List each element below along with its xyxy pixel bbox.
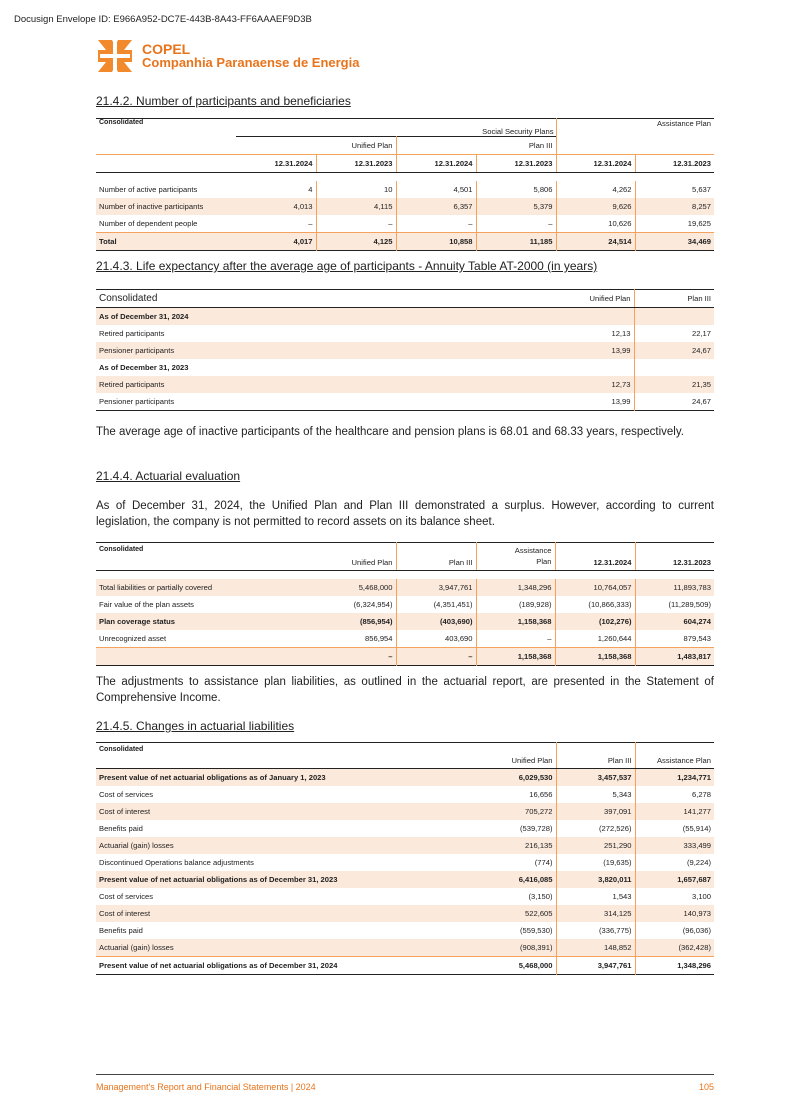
- table-row: Pensioner participants 13,99 24,67: [96, 393, 714, 411]
- table-row-total: – – 1,158,368 1,158,368 1,483,817: [96, 648, 714, 666]
- footer-divider: [96, 1074, 714, 1075]
- envelope-id: Docusign Envelope ID: E966A952-DC7E-443B-8A43-FF6AAAEF9D3B: [14, 14, 312, 25]
- date-header: 12.31.2024: [555, 543, 635, 571]
- date-header: 12.31.2024: [236, 155, 316, 173]
- consolidated-label: Consolidated: [96, 743, 476, 769]
- section-heading-participants: 21.4.2. Number of participants and beneficiaries: [96, 94, 351, 108]
- table-row: Unrecognized asset 856,954 403,690 – 1,260,644 879,543: [96, 630, 714, 648]
- date-header: 12.31.2024: [556, 155, 635, 173]
- plan-iii-header: Plan III: [396, 543, 476, 571]
- assistance-header: Assistance Plan: [656, 119, 711, 128]
- date-header: 12.31.2023: [476, 155, 556, 173]
- social-security-header: Social Security Plans: [236, 119, 556, 137]
- table-row: Retired participants 12,13 22,17: [96, 325, 714, 342]
- assistance-header-line1: Assistance: [514, 546, 552, 555]
- actuarial-liabilities-table: [96, 742, 714, 975]
- table-row: Present value of net actuarial obligations as of December 31, 2023 6,416,085 3,820,011 1,657,687: [96, 871, 714, 888]
- actuarial-evaluation-paragraph: As of December 31, 2024, the Unified Plan and Plan III demonstrated a surplus. However, according to current legislation, the company is not permitted to record assets on its balance sheet.: [96, 500, 714, 528]
- assistance-header-line2: Plan: [536, 557, 552, 566]
- footer-text: Management's Report and Financial Statements | 2024: [96, 1082, 316, 1092]
- table-row: Present value of net actuarial obligations as of January 1, 2023 6,029,530 3,457,537 1,234,771: [96, 769, 714, 787]
- section-heading-life-expectancy: 21.4.3. Life expectancy after the average age of participants - Annuity Table AT-2000 (in years): [96, 259, 598, 273]
- date-header: 12.31.2023: [635, 543, 714, 571]
- table-row: As of December 31, 2024: [96, 308, 714, 326]
- date-header: 12.31.2024: [396, 155, 476, 173]
- consolidated-label: Consolidated: [96, 290, 556, 308]
- table-row: Actuarial (gain) losses (908,391) 148,852 (362,428): [96, 939, 714, 957]
- plan-iii-header: Plan III: [396, 137, 556, 155]
- plan-iii-header: Plan III: [634, 290, 714, 308]
- section-heading-changes-liabilities: 21.4.5. Changes in actuarial liabilities: [96, 719, 295, 733]
- logo-subtitle: Companhia Paranaense de Energia: [142, 55, 360, 70]
- assistance-plan-header: Assistance Plan: [635, 743, 714, 769]
- actuarial-evaluation-table: [96, 542, 714, 666]
- section-heading-actuarial-evaluation: 21.4.4. Actuarial evaluation: [96, 469, 241, 483]
- table-row-total: Total 4,017 4,125 10,858 11,185 24,514 34,469: [96, 233, 714, 251]
- table-row: Plan coverage status (856,954) (403,690) 1,158,368 (102,276) 604,274: [96, 613, 714, 630]
- copel-logo: [96, 38, 359, 74]
- life-expectancy-table: [96, 289, 714, 411]
- unified-plan-header: Unified Plan: [316, 543, 396, 571]
- plan-iii-header: Plan III: [556, 743, 635, 769]
- table-row: Benefits paid (539,728) (272,526) (55,914): [96, 820, 714, 837]
- date-header: 12.31.2023: [635, 155, 714, 173]
- table-row: Number of dependent people – – – – 10,626 19,625: [96, 215, 714, 233]
- table-row: Retired participants 12,73 21,35: [96, 376, 714, 393]
- consolidated-label: Consolidated: [99, 119, 144, 126]
- unified-plan-header: Unified Plan: [556, 290, 634, 308]
- table-row: Pensioner participants 13,99 24,67: [96, 342, 714, 359]
- table-row-total: Present value of net actuarial obligations as of December 31, 2024 5,468,000 3,947,761 1,348,296: [96, 957, 714, 975]
- logo-title: COPEL: [142, 41, 191, 57]
- participants-table: [96, 118, 714, 251]
- table-row: Cost of interest 705,272 397,091 141,277: [96, 803, 714, 820]
- table-row: Benefits paid (559,530) (336,775) (96,036): [96, 922, 714, 939]
- table-row: Actuarial (gain) losses 216,135 251,290 333,499: [96, 837, 714, 854]
- table-row: Number of inactive participants 4,013 4,115 6,357 5,379 9,626 8,257: [96, 198, 714, 215]
- copel-logo-icon: [96, 38, 134, 74]
- date-header: 12.31.2023: [316, 155, 396, 173]
- unified-plan-header: Unified Plan: [236, 137, 396, 155]
- adjustments-paragraph: The adjustments to assistance plan liabilities, as outlined in the actuarial report, are presented in the Statement of Comprehensive Income.: [96, 676, 714, 704]
- table-row: Cost of services (3,150) 1,543 3,100: [96, 888, 714, 905]
- average-age-paragraph: The average age of inactive participants of the healthcare and pension plans is 68.01 and 68.33 years, respectively.: [96, 426, 684, 438]
- unified-plan-header: Unified Plan: [476, 743, 556, 769]
- page-number: 105: [698, 1082, 714, 1092]
- table-row: Cost of services 16,656 5,343 6,278: [96, 786, 714, 803]
- table-row: Cost of interest 522,605 314,125 140,973: [96, 905, 714, 922]
- table-row: Total liabilities or partially covered 5,468,000 3,947,761 1,348,296 10,764,057 11,893,783: [96, 579, 714, 596]
- table-row: Discontinued Operations balance adjustments (774) (19,635) (9,224): [96, 854, 714, 871]
- consolidated-label: Consolidated: [96, 543, 316, 571]
- assistance-plan-header: [476, 543, 555, 571]
- table-row: Number of active participants 4 10 4,501 5,806 4,262 5,637: [96, 181, 714, 198]
- table-row: Fair value of the plan assets (6,324,954) (4,351,451) (189,928) (10,866,333) (11,289,509): [96, 596, 714, 613]
- table-row: As of December 31, 2023: [96, 359, 714, 376]
